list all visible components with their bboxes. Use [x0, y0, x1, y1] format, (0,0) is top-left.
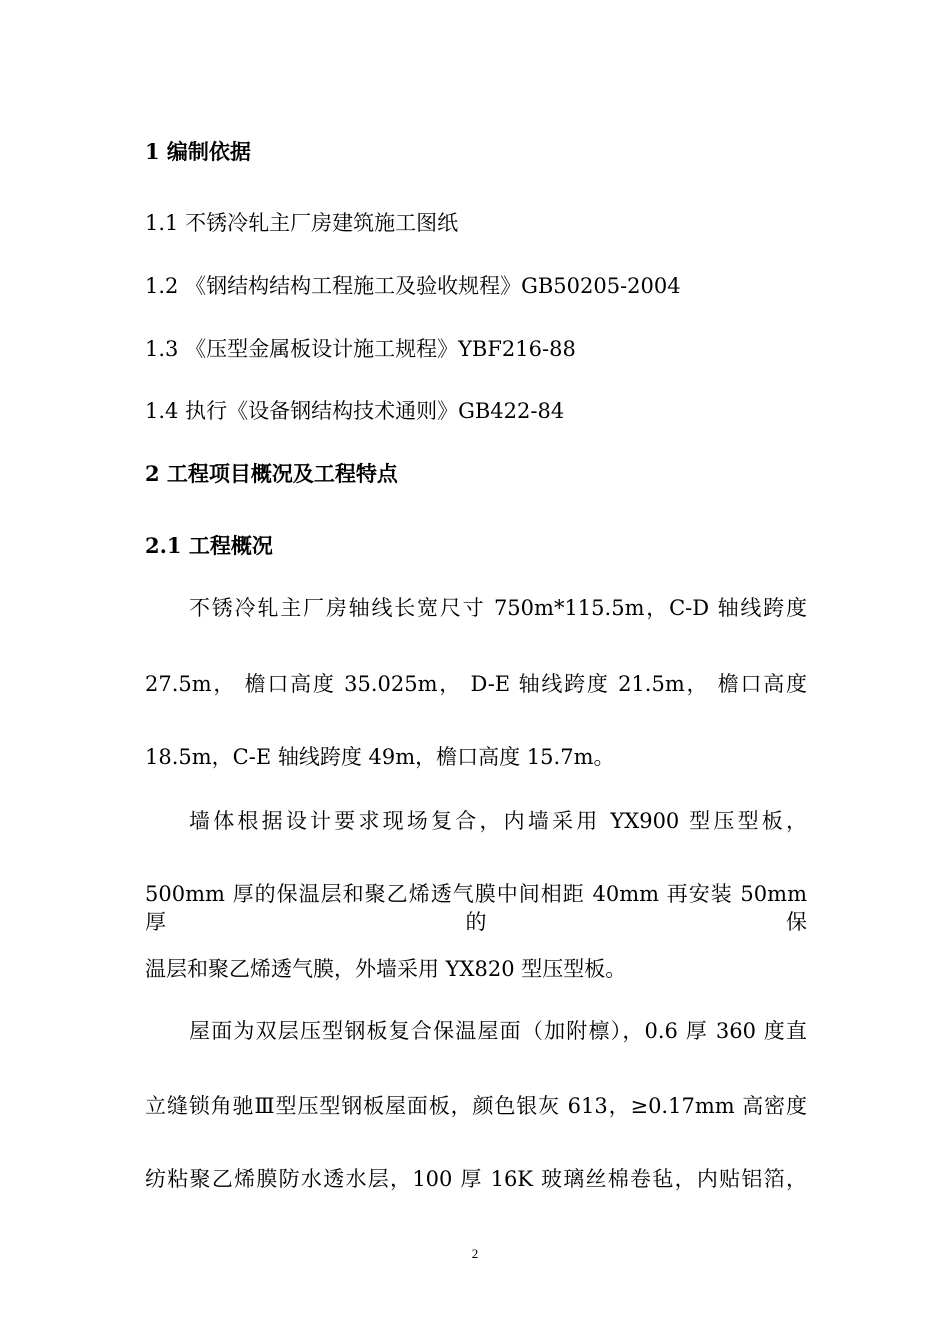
page-number: 2 [471, 1246, 479, 1261]
section-2-heading: 2 工程项目概况及工程特点 [145, 461, 398, 486]
paragraph-3-line-2: 立缝锁角驰Ⅲ型压型钢板屋面板，颜色银灰 613，≥0.17mm 高密度 [145, 1094, 807, 1118]
paragraph-1-line-2: 27.5m， 檐口高度 35.025m， D-E 轴线跨度 21.5m， 檐口高度 [145, 672, 807, 696]
basis-item-4: 1.4 执行《设备钢结构技术通则》GB422-84 [145, 399, 565, 423]
section-1-heading: 1 编制依据 [145, 139, 251, 164]
basis-item-3: 1.3 《压型金属板设计施工规程》YBF216-88 [145, 337, 576, 361]
paragraph-3-line-3: 纺粘聚乙烯膜防水透水层，100 厚 16K 玻璃丝棉卷毡，内贴铝箔， [145, 1167, 807, 1191]
basis-item-1: 1.1 不锈冷轧主厂房建筑施工图纸 [145, 211, 459, 235]
paragraph-3-line-1: 屋面为双层压型钢板复合保温屋面（加附檩），0.6 厚 360 度直 [189, 1019, 807, 1043]
paragraph-2-line-3: 温层和聚乙烯透气膜，外墙采用 YX820 型压型板。 [145, 957, 627, 981]
paragraph-1-line-3: 18.5m，C-E 轴线跨度 49m，檐口高度 15.7m。 [145, 745, 615, 769]
paragraph-2-line-2: 500mm 厚的保温层和聚乙烯透气膜中间相距 40mm 再安装 50mm 厚的保 [145, 882, 807, 934]
paragraph-1-line-1: 不锈冷轧主厂房轴线长宽尺寸 750m*115.5m，C-D 轴线跨度 [189, 596, 807, 620]
paragraph-2-line-1: 墙体根据设计要求现场复合，内墙采用 YX900 型压型板， [189, 809, 807, 833]
subsection-2-1-heading: 2.1 工程概况 [145, 533, 273, 558]
basis-item-2: 1.2 《钢结构结构工程施工及验收规程》GB50205-2004 [145, 274, 681, 298]
